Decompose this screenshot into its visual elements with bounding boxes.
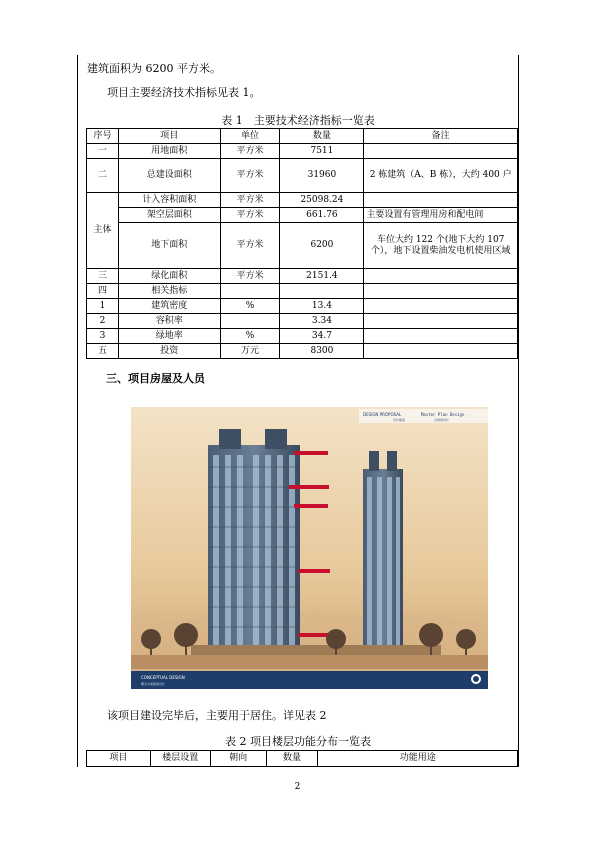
table-cell: %	[220, 329, 280, 344]
banner-left-text: DESIGN PROPOSAL	[363, 412, 402, 417]
table-cell	[280, 284, 364, 299]
table-cell: 三	[87, 269, 119, 284]
table-cell: 平方米	[220, 208, 280, 223]
banner-right-text: Master Plan Design	[421, 412, 465, 417]
table-row	[87, 223, 518, 269]
table-row	[87, 344, 518, 359]
table-cell: 平方米	[220, 144, 280, 159]
table-row	[87, 208, 518, 223]
rendering-illustration	[131, 407, 488, 689]
table-row	[87, 284, 518, 299]
table-cell: 投资	[118, 344, 220, 359]
table-cell: 架空层面积	[118, 208, 220, 223]
table-cell: 车位大约 122 个(地下大约 107 个），地下设置柴油发电机使用区域	[364, 223, 518, 269]
table2-header-cell: 朝向	[210, 751, 266, 767]
table-row	[87, 159, 518, 193]
table2-caption: 表 2 项目楼层功能分布一览表	[225, 735, 371, 748]
table2	[86, 750, 518, 767]
table-cell: 2	[87, 314, 119, 329]
footer-left-sub: 概念方案规划设计	[141, 682, 166, 686]
table-cell: 万元	[220, 344, 280, 359]
table-row	[87, 193, 518, 208]
table-cell: 平方米	[220, 193, 280, 208]
table-cell	[364, 314, 518, 329]
table1-header-cell: 项目	[118, 129, 220, 144]
table-cell: 主体	[87, 193, 119, 269]
table-cell: 二	[87, 159, 119, 193]
table-cell: 661.76	[280, 208, 364, 223]
table-cell: 7511	[280, 144, 364, 159]
table1-header-cell: 单位	[220, 129, 280, 144]
table-cell	[364, 269, 518, 284]
table-cell: 地下面积	[118, 223, 220, 269]
table1-header-cell: 序号	[87, 129, 119, 144]
table-cell: 34.7	[280, 329, 364, 344]
table1-caption: 表 1 主要技术经济指标一览表	[221, 114, 375, 127]
intro-line: 建筑面积为 6200 平方米。	[87, 62, 221, 75]
table-cell	[364, 299, 518, 314]
table2-header-cell: 项目	[87, 751, 151, 767]
intro-paragraph: 项目主要经济技术指标见表 1。	[107, 86, 261, 99]
table-cell	[364, 144, 518, 159]
table-cell: 31960	[280, 159, 364, 193]
table-cell: 五	[87, 344, 119, 359]
table1	[86, 128, 518, 359]
table1-header-cell: 备注	[364, 129, 518, 144]
section-heading: 三、项目房屋及人员	[106, 372, 205, 385]
table2-header-row	[87, 751, 518, 767]
table-cell: 3.34	[280, 314, 364, 329]
table1-header-row	[87, 129, 518, 144]
table-cell	[220, 284, 280, 299]
table-cell: %	[220, 299, 280, 314]
table-cell: 平方米	[220, 159, 280, 193]
table-cell: 总建设面积	[118, 159, 220, 193]
table2-header-cell: 楼层设置	[150, 751, 210, 767]
table-cell: 四	[87, 284, 119, 299]
table1-header-cell: 数量	[280, 129, 364, 144]
table-cell: 1	[87, 299, 119, 314]
table-row	[87, 269, 518, 284]
table-cell: 相关指标	[118, 284, 220, 299]
table-row	[87, 144, 518, 159]
table2-header-cell: 数量	[266, 751, 318, 767]
table-cell: 建筑密度	[118, 299, 220, 314]
table-cell: 平方米	[220, 269, 280, 284]
after-image-paragraph: 该项目建设完毕后，主要用于居住。详见表 2	[107, 709, 327, 722]
table-cell: 绿地率	[118, 329, 220, 344]
table-cell: 6200	[280, 223, 364, 269]
table-cell: 3	[87, 329, 119, 344]
table-cell	[364, 344, 518, 359]
footer-left-text: CONCEPTUAL DESIGN	[141, 675, 185, 680]
table-cell: 2 栋建筑（A、B 栋），大约 400 户	[364, 159, 518, 193]
table-cell: 平方米	[220, 223, 280, 269]
table-cell: 绿化面积	[118, 269, 220, 284]
table-cell: 用地面积	[118, 144, 220, 159]
table-cell: 主要设置有管理用房和配电间	[364, 208, 518, 223]
table-cell	[364, 329, 518, 344]
table-row	[87, 314, 518, 329]
banner-left-sub: 设计提案	[393, 418, 406, 422]
table-cell: 一	[87, 144, 119, 159]
table-cell	[220, 314, 280, 329]
table-cell	[364, 193, 518, 208]
banner-right-sub: 总规划设计	[434, 418, 450, 422]
table-row	[87, 329, 518, 344]
table-cell: 容积率	[118, 314, 220, 329]
table-cell: 13.4	[280, 299, 364, 314]
page-number: 2	[294, 782, 301, 792]
table-cell: 计入容积面积	[118, 193, 220, 208]
table-cell	[364, 284, 518, 299]
table-cell: 8300	[280, 344, 364, 359]
table2-header-cell: 功能用途	[318, 751, 518, 767]
table-row	[87, 299, 518, 314]
table-cell: 25098.24	[280, 193, 364, 208]
building-rendering	[131, 407, 488, 689]
table-cell: 2151.4	[280, 269, 364, 284]
